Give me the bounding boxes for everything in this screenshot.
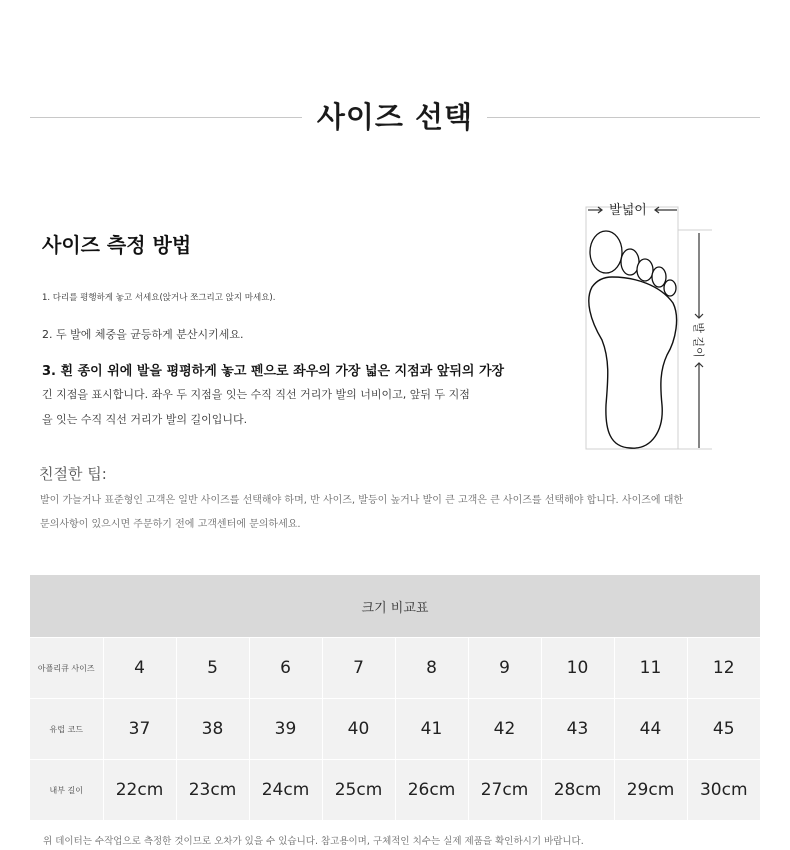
table-title: 크기 비교표 xyxy=(30,575,760,638)
row-label: 유럽 코드 xyxy=(30,699,103,760)
width-label: 발넓이 xyxy=(609,203,647,218)
table-cell: 4 xyxy=(103,638,176,699)
toe-big xyxy=(590,231,622,273)
table-cell: 22cm xyxy=(103,760,176,821)
table-cell: 39 xyxy=(249,699,322,760)
table-cell: 9 xyxy=(468,638,541,699)
table-cell: 30cm xyxy=(687,760,760,821)
table-cell: 44 xyxy=(614,699,687,760)
table-cell: 45 xyxy=(687,699,760,760)
table-cell: 5 xyxy=(176,638,249,699)
table-cell: 27cm xyxy=(468,760,541,821)
table-row-us-size xyxy=(30,638,760,699)
table-row-inner-length xyxy=(30,760,760,821)
tip-line-2: 문의사항이 있으시면 주문하기 전에 고객센터에 문의하세요. xyxy=(40,519,301,530)
toe-4 xyxy=(652,267,666,287)
table-cell: 37 xyxy=(103,699,176,760)
toe-3 xyxy=(637,259,653,281)
table-cell: 26cm xyxy=(395,760,468,821)
table-cell: 7 xyxy=(322,638,395,699)
table-cell: 24cm xyxy=(249,760,322,821)
table-cell: 25cm xyxy=(322,760,395,821)
measure-step-1: 1. 다리를 평행하게 놓고 서세요(앉거나 쪼그리고 앉지 마세요). xyxy=(42,293,276,303)
toe-2 xyxy=(621,249,639,275)
row-label: 내부 길이 xyxy=(30,760,103,821)
table-cell: 42 xyxy=(468,699,541,760)
table-cell: 12 xyxy=(687,638,760,699)
measure-step-3-line-2: 긴 지점을 표시합니다. 좌우 두 지점을 잇는 수직 직선 거리가 발의 너비이고, 앞뒤 두 지점 xyxy=(42,388,470,401)
measure-step-2: 2. 두 발에 체중을 균등하게 분산시키세요. xyxy=(42,328,244,341)
page-title: 사이즈 선택 xyxy=(316,100,474,134)
table-cell: 41 xyxy=(395,699,468,760)
table-cell: 23cm xyxy=(176,760,249,821)
tip-line-1: 발이 가늘거나 표준형인 고객은 일반 사이즈를 선택해야 하며, 반 사이즈, 발등이 높거나 발이 큰 고객은 큰 사이즈를 선택해야 합니다. 사이즈에 대한 xyxy=(40,495,684,506)
table-cell: 8 xyxy=(395,638,468,699)
footnote: 위 데이터는 수작업으로 측정한 것이므로 오차가 있을 수 있습니다. 참고용이며, 구체적인 치수는 실제 제품을 확인하시기 바랍니다. xyxy=(43,836,584,847)
table-cell: 38 xyxy=(176,699,249,760)
size-comparison-table xyxy=(30,575,760,820)
foot-diagram xyxy=(580,195,720,455)
table-cell: 11 xyxy=(614,638,687,699)
table-cell: 6 xyxy=(249,638,322,699)
row-label: 아플리큐 사이즈 xyxy=(30,638,103,699)
table-cell: 43 xyxy=(541,699,614,760)
toe-5 xyxy=(664,280,676,296)
measure-step-3-line-1: 3. 흰 종이 위에 발을 평평하게 놓고 펜으로 좌우의 가장 넓은 지점과 앞뒤의 가장 xyxy=(42,364,505,379)
table-cell: 40 xyxy=(322,699,395,760)
table-cell: 10 xyxy=(541,638,614,699)
measure-heading: 사이즈 측정 방법 xyxy=(42,233,192,257)
measure-step-3-line-3: 을 잇는 수직 직선 거리가 발의 길이입니다. xyxy=(42,413,248,426)
length-label: 발 길이 xyxy=(692,322,705,358)
foot-sole xyxy=(589,277,677,448)
tip-heading: 친절한 팁: xyxy=(39,465,107,483)
table-row-eu-code xyxy=(30,699,760,760)
table-cell: 29cm xyxy=(614,760,687,821)
table-cell: 28cm xyxy=(541,760,614,821)
